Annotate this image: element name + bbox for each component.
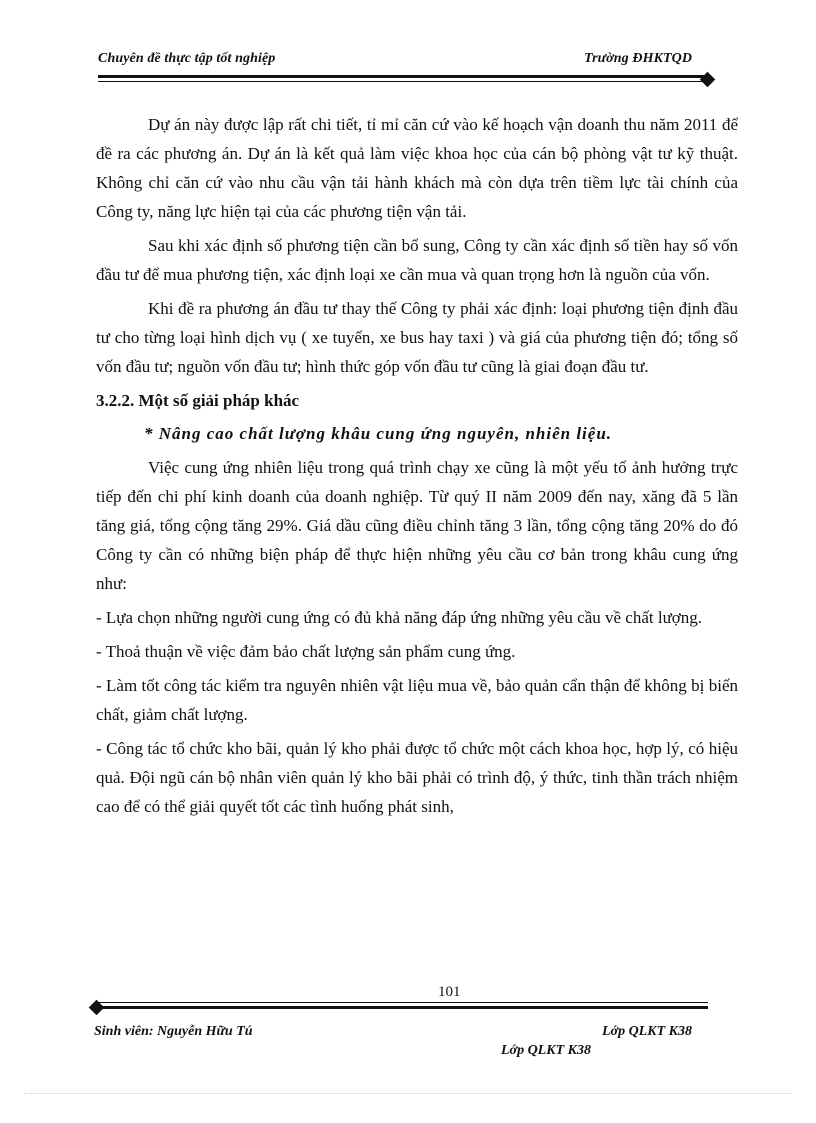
paragraph: Khi đề ra phương án đầu tư thay thế Công ty phải xác định: loại phương tiện định đầu tư cho từng loại hình dịch vụ ( xe tuyến, xe bus hay taxi ) và giá của phương tiện đó; tổng số vốn đầu tư; nguồn vốn đầu tư; hình thức góp vốn đầu tư cũng là giai đoạn đầu tư. [96,299,738,376]
bullet-item: - Làm tốt công tác kiểm tra nguyên nhiên vật liệu mua về, bảo quản cẩn thận để không bị biến chất, giảm chất lượng. [96,676,738,724]
paragraph: Sau khi xác định số phương tiện cần bổ sung, Công ty cần xác định số tiền hay số vốn đầu tư để mua phương tiện, xác định loại xe cần mua và quan trọng hơn là nguồn của vốn. [96,236,738,284]
footer-rule-thick [98,1006,708,1009]
header-title: Chuyên đề thực tập tốt nghiệp [98,51,276,66]
bullet-item: - Lựa chọn những người cung ứng có đủ khả năng đáp ứng những yêu cầu về chất lượng. [96,608,703,627]
section-heading: 3.2.2. Một số giải pháp khác [96,391,300,410]
paragraph: Dự án này được lập rất chi tiết, tỉ mỉ căn cứ vào kế hoạch vận doanh thu năm 2011 để đề ra các phương án. Dự án là kết quả làm việc khoa học của cán bộ phòng vật tư kỹ thuật. Không chỉ căn cứ vào nhu cầu vận tải hành khách mà còn dựa trên tiềm lực tài chính của Công ty, năng lực hiện tại của các phương tiện vận tải. [96,115,738,221]
subsection-heading: * Nâng cao chất lượng khâu cung ứng nguyên, nhiên liệu. [144,424,613,443]
header-school: Trường ĐHKTQD [584,51,693,66]
footer-class-repeat: Lớp QLKT K38 [501,1043,591,1058]
footer-rule-thin [98,1002,708,1003]
header-rule-thin [98,81,704,82]
footer-student-name: Sinh viên: Nguyễn Hữu Tú [94,1024,253,1039]
header-rule-thick [98,75,704,78]
page-number: 101 [438,984,461,1000]
bullet-item: - Công tác tổ chức kho bãi, quản lý kho phải được tổ chức một cách khoa học, hợp lý, có hiệu quả. Đội ngũ cán bộ nhân viên quản lý kho bãi phải có trình độ, ý thức, tinh thần trách nhiệm cao để có thể giải quyết tốt các tình huống phát sinh, [96,739,738,816]
footer-class: Lớp QLKT K38 [602,1024,692,1039]
body-text [96,110,738,826]
paragraph: Việc cung ứng nhiên liệu trong quá trình chạy xe cũng là một yếu tố ảnh hưởng trực tiếp đến chi phí kinh doanh của doanh nghiệp. Từ quý II năm 2009 đến nay, xăng đã 5 lần tăng giá, tổng cộng tăng 29%. Giá dầu cũng điều chỉnh tăng 3 lần, tổng cộng tăng 20% do đó Công ty cần có những biện pháp để thực hiện những yêu cầu cơ bản trong khâu cung ứng như: [96,458,738,593]
bullet-item: - Thoả thuận về việc đảm bảo chất lượng sản phẩm cung ứng. [96,642,516,661]
page-edge-dotted-line [24,1093,792,1094]
